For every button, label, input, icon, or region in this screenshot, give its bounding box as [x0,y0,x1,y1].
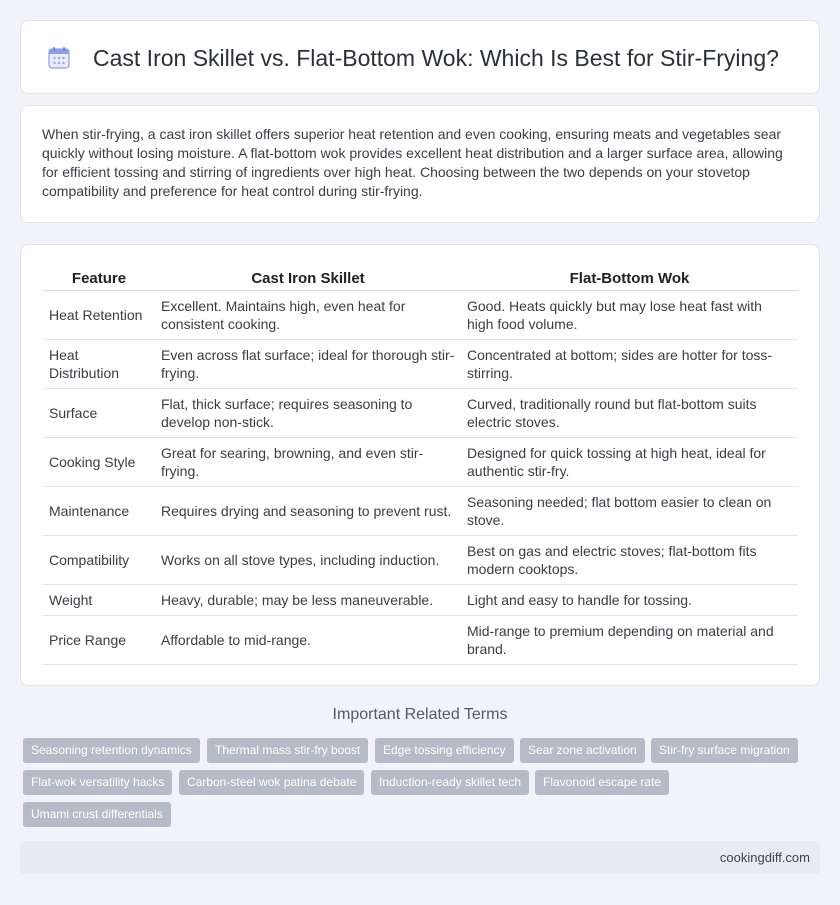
table-row [43,535,798,584]
intro-paragraph: When stir-frying, a cast iron skillet offers superior heat retention and even cooking, ensuring meats and vegetables sear quickly without losing moisture. A flat-bottom wok provides excellent heat distribution and a larger surface area, allowing for efficient tossing and stirring of ingredients over high heat. Choosing between the two depends on your stovetop compatibility and preference for heat control during stir-frying. [42,126,783,199]
feature-cell: Compatibility [43,535,155,584]
skillet-cell: Flat, thick surface; requires seasoning to develop non-stick. [155,388,461,437]
term-tag[interactable]: Flat-wok versatility hacks [23,770,172,795]
page-title: Cast Iron Skillet vs. Flat-Bottom Wok: Which Is Best for Stir-Frying? [93,45,779,71]
term-tag[interactable]: Induction-ready skillet tech [371,770,529,795]
wok-cell: Good. Heats quickly but may lose heat fast with high food volume. [461,290,798,339]
wok-cell: Curved, traditionally round but flat-bottom suits electric stoves. [461,388,798,437]
skillet-cell: Great for searing, browning, and even stir-frying. [155,437,461,486]
term-tag[interactable]: Thermal mass stir-fry boost [207,738,368,763]
skillet-cell: Even across flat surface; ideal for thorough stir-frying. [155,339,461,388]
feature-cell: Price Range [43,615,155,664]
related-terms-heading: Important Related Terms [332,706,508,723]
table-row [43,388,798,437]
term-tag[interactable]: Sear zone activation [520,738,645,763]
calendar-icon [47,46,71,70]
feature-cell: Cooking Style [43,437,155,486]
table-row [43,486,798,535]
column-header-cast-iron-skillet: Cast Iron Skillet [155,265,461,290]
term-tag[interactable]: Stir-fry surface migration [651,738,798,763]
feature-cell: Heat Distribution [43,339,155,388]
term-tag[interactable]: Edge tossing efficiency [375,738,514,763]
wok-cell: Seasoning needed; flat bottom easier to clean on stove. [461,486,798,535]
column-header-flat-bottom-wok: Flat-Bottom Wok [461,265,798,290]
table-row [43,290,798,339]
header-card [20,20,820,94]
skillet-cell: Heavy, durable; may be less maneuverable. [155,584,461,615]
skillet-cell: Excellent. Maintains high, even heat for consistent cooking. [155,290,461,339]
wok-cell: Concentrated at bottom; sides are hotter for toss-stirring. [461,339,798,388]
comparison-table-card [20,244,820,686]
wok-cell: Light and easy to handle for tossing. [461,584,798,615]
feature-cell: Surface [43,388,155,437]
feature-cell: Heat Retention [43,290,155,339]
wok-cell: Mid-range to premium depending on material and brand. [461,615,798,664]
table-row [43,437,798,486]
intro-card [20,105,820,223]
wok-cell: Designed for quick tossing at high heat, ideal for authentic stir-fry. [461,437,798,486]
table-row [43,615,798,664]
feature-cell: Weight [43,584,155,615]
comparison-table [43,265,798,665]
table-header-row [43,265,798,290]
skillet-cell: Affordable to mid-range. [155,615,461,664]
term-tag[interactable]: Flavonoid escape rate [535,770,669,795]
wok-cell: Best on gas and electric stoves; flat-bottom fits modern cooktops. [461,535,798,584]
term-tag[interactable]: Carbon-steel wok patina debate [179,770,364,795]
term-tag[interactable]: Umami crust differentials [23,802,171,827]
footer [20,841,820,874]
skillet-cell: Works on all stove types, including induction. [155,535,461,584]
skillet-cell: Requires drying and seasoning to prevent rust. [155,486,461,535]
table-row [43,584,798,615]
column-header-feature: Feature [43,265,155,290]
term-tag[interactable]: Seasoning retention dynamics [23,738,200,763]
footer-site-link[interactable]: cookingdiff.com [719,850,810,865]
feature-cell: Maintenance [43,486,155,535]
table-row [43,339,798,388]
